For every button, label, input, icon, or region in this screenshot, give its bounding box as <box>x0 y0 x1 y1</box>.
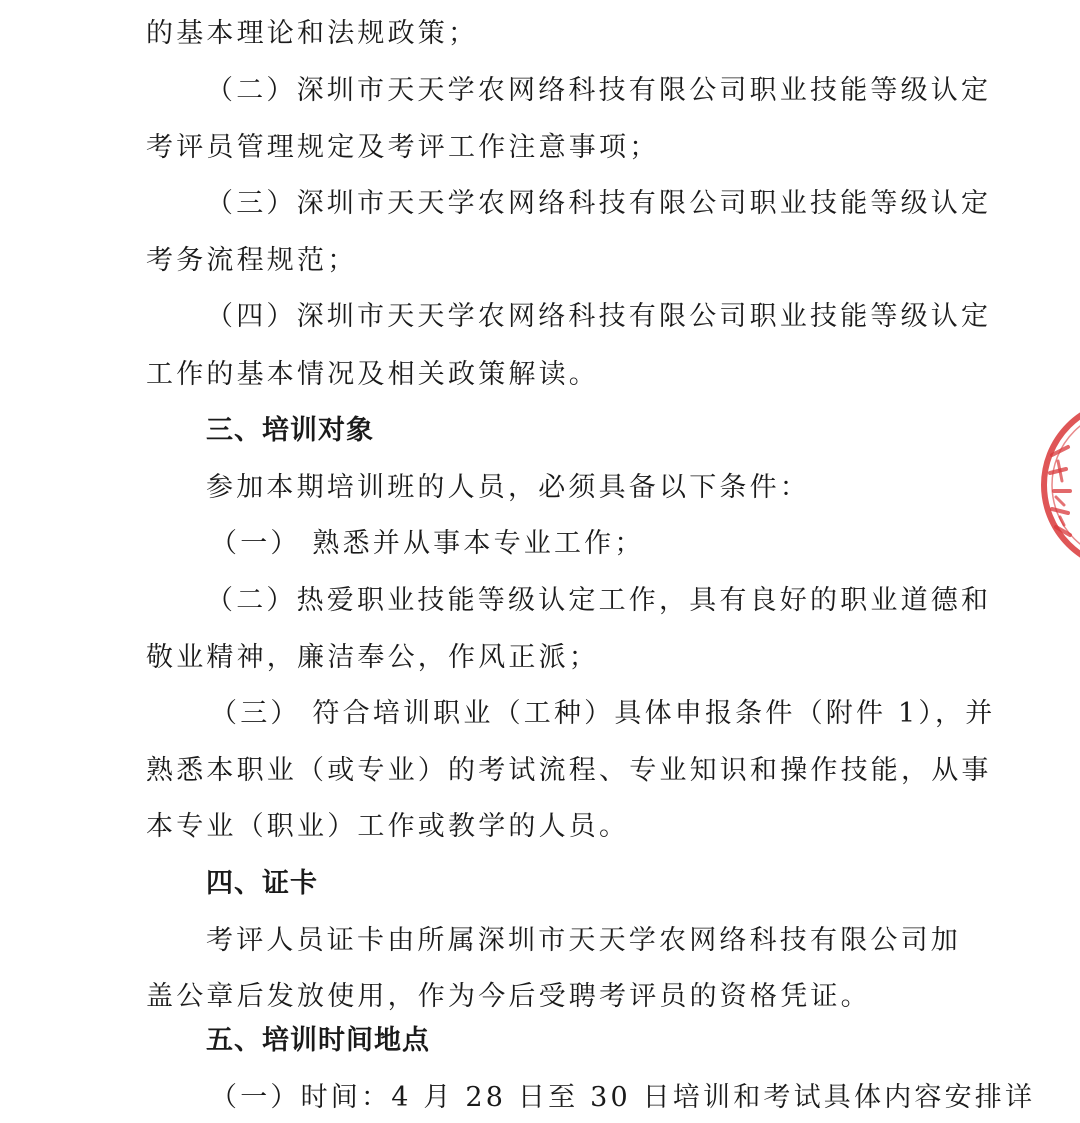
body-text-line: 本专业（职业）工作或教学的人员。 <box>146 811 630 842</box>
body-text-line: 盖公章后发放使用，作为今后受聘考评员的资格凭证。 <box>146 981 871 1012</box>
section-heading-4: 四、证卡 <box>206 868 318 899</box>
condition-item-1: （一） 熟悉并从事本专业工作； <box>210 528 645 559</box>
list-item-2: （二）深圳市天天学农网络科技有限公司职业技能等级认定 <box>206 75 992 106</box>
body-text-line: 熟悉本职业（或专业）的考试流程、专业知识和操作技能，从事 <box>146 755 992 786</box>
body-text-line: 考评员管理规定及考评工作注意事项； <box>146 132 660 163</box>
body-text-line: 敬业精神，廉洁奉公，作风正派； <box>146 642 599 673</box>
body-text-line: 工作的基本情况及相关政策解读。 <box>146 359 599 390</box>
section-heading-5: 五、培训时间地点 <box>206 1025 430 1056</box>
official-seal-stamp <box>1040 395 1080 575</box>
list-item-3: （三）深圳市天天学农网络科技有限公司职业技能等级认定 <box>206 188 992 219</box>
section-heading-3: 三、培训对象 <box>206 415 374 446</box>
seal-graphic <box>1040 395 1080 575</box>
condition-item-2: （二）热爱职业技能等级认定工作，具有良好的职业道德和 <box>206 585 992 616</box>
body-text-line: 参加本期培训班的人员，必须具备以下条件： <box>206 472 810 503</box>
condition-item-3: （三） 符合培训职业（工种）具体申报条件（附件 1），并 <box>210 698 996 729</box>
list-item-4: （四）深圳市天天学农网络科技有限公司职业技能等级认定 <box>206 301 992 332</box>
body-text-line: 的基本理论和法规政策； <box>146 18 479 49</box>
time-item-1: （一）时间：4 月 28 日至 30 日培训和考试具体内容安排详 <box>210 1082 1036 1113</box>
body-text-line: 考务流程规范； <box>146 245 358 276</box>
body-text-line: 考评人员证卡由所属深圳市天天学农网络科技有限公司加 <box>206 925 961 956</box>
